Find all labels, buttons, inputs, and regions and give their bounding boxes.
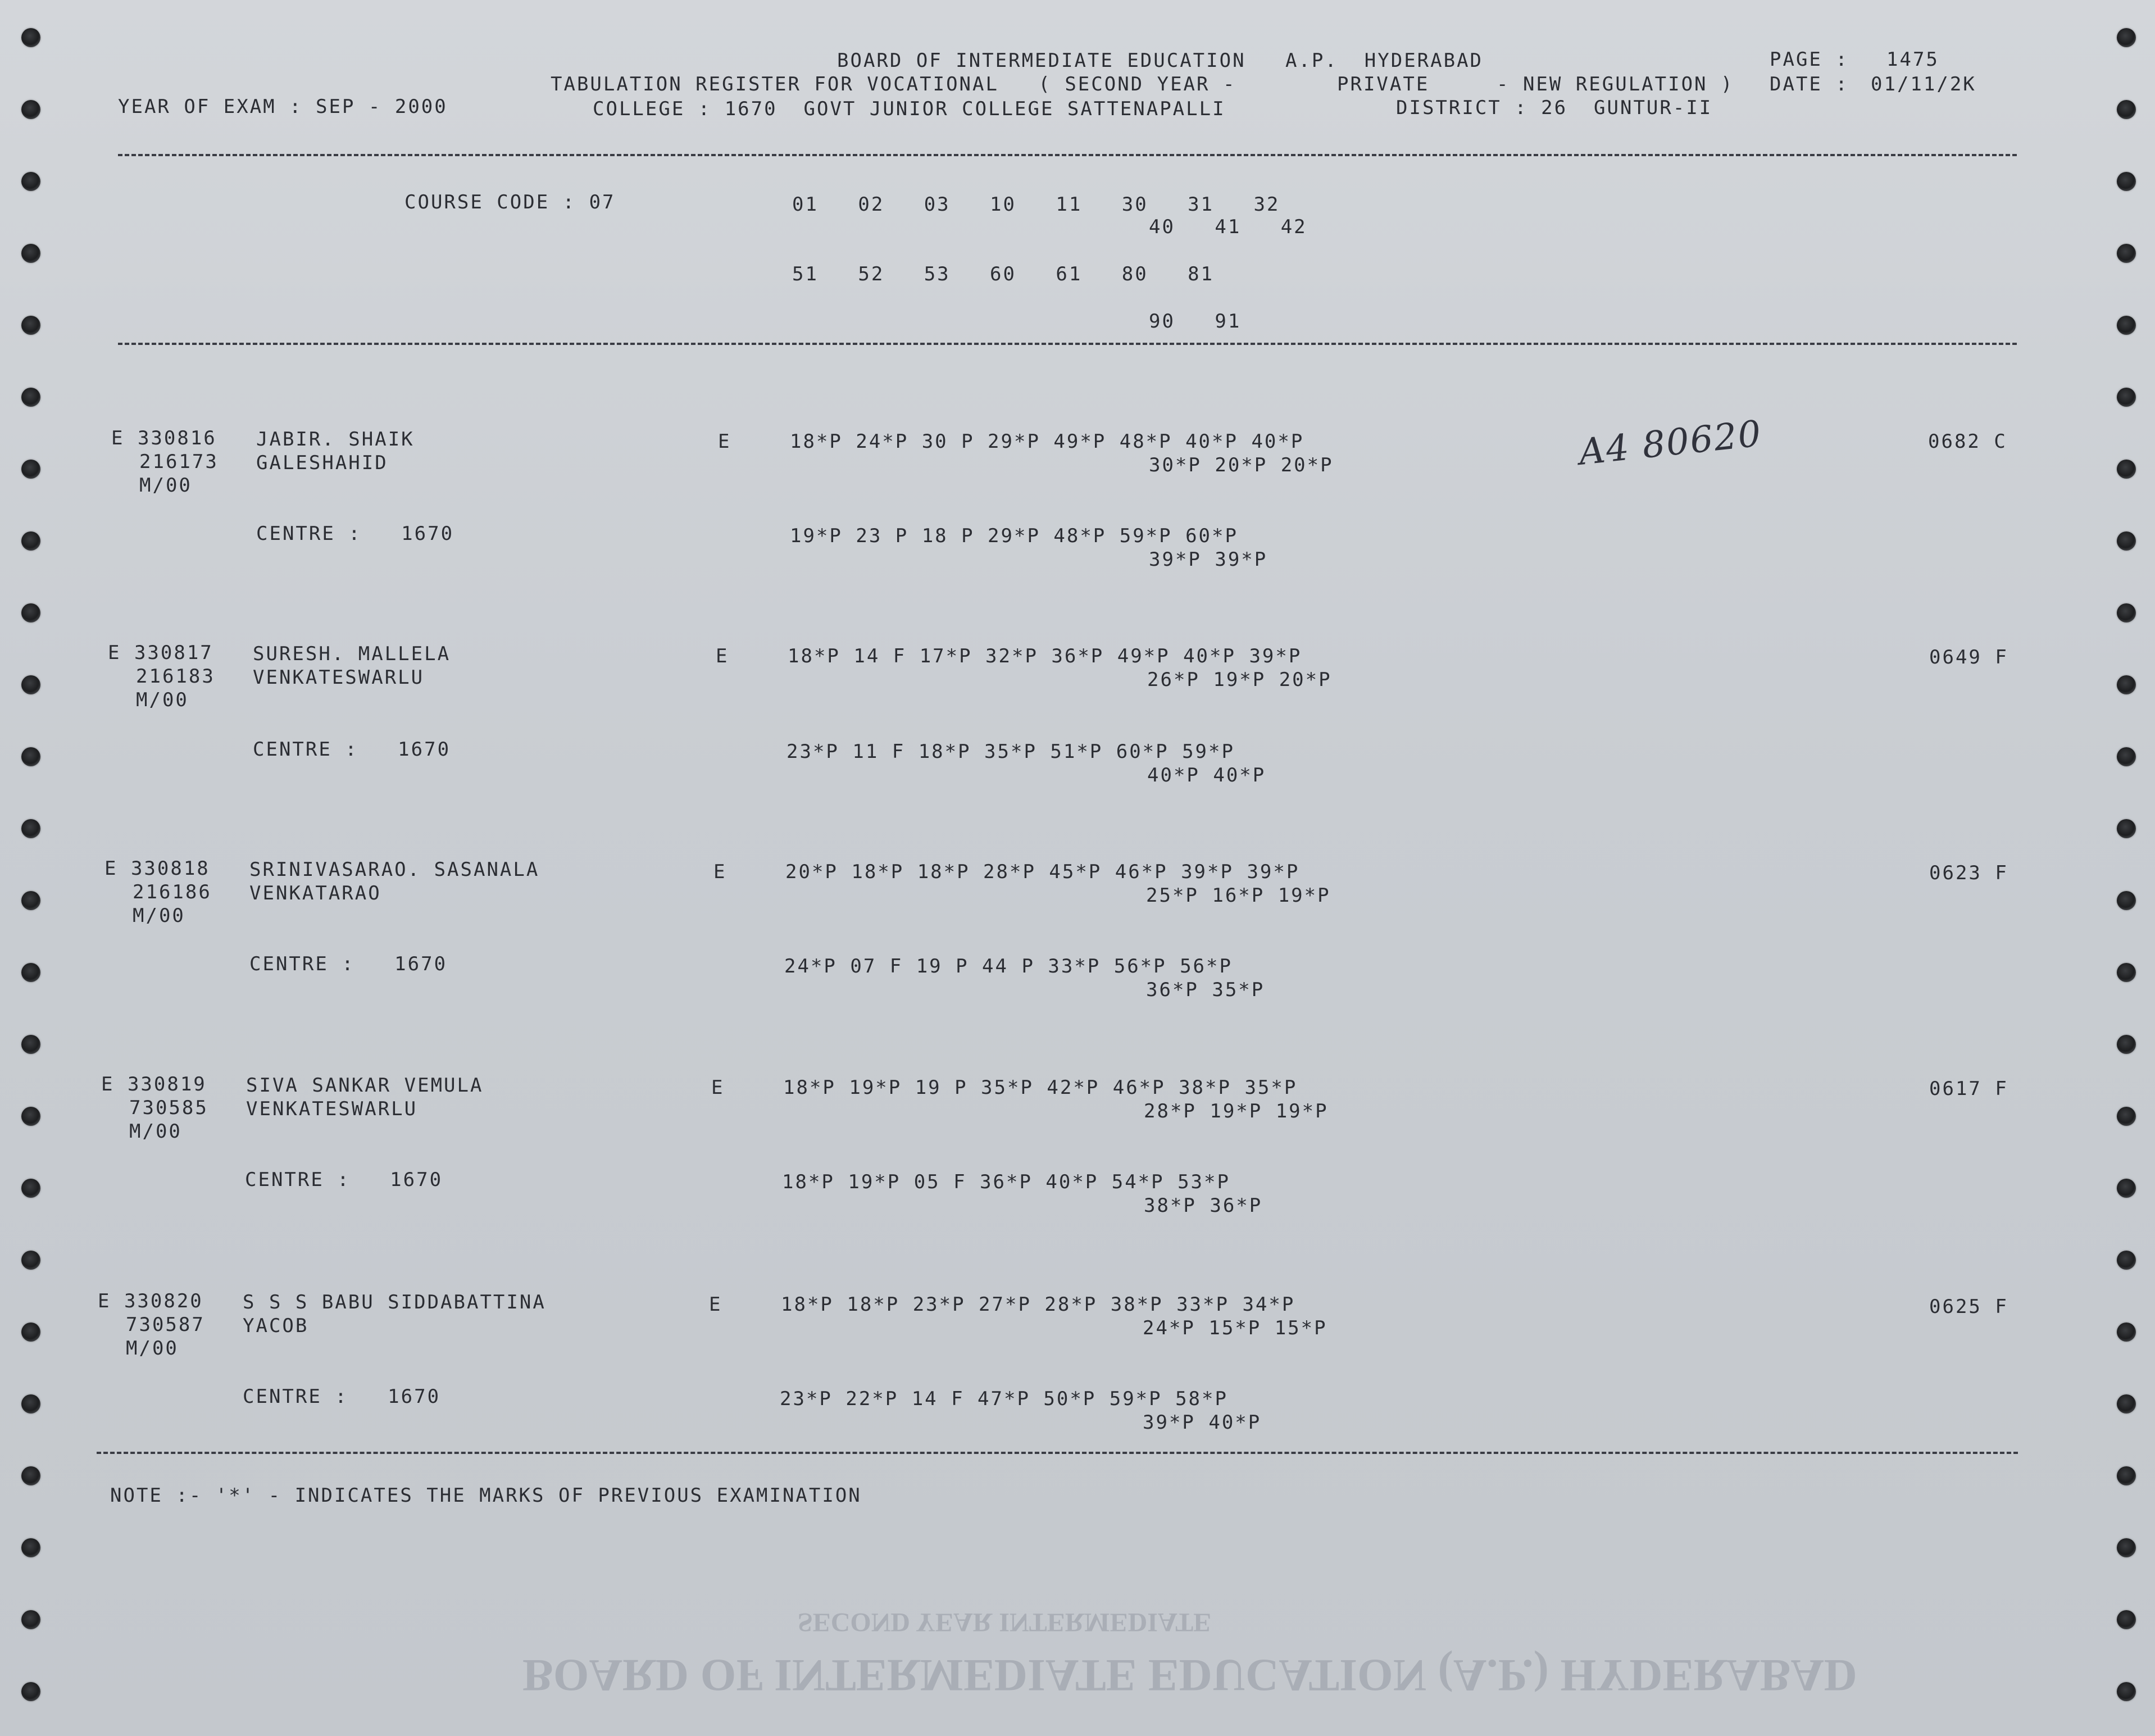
register-title: TABULATION REGISTER FOR VOCATIONAL ( SECOND YEAR - bbox=[551, 73, 1236, 96]
marks-second-year-row-1: 23*P 22*P 14 F 47*P 50*P 59*P 58*P bbox=[780, 1388, 1228, 1410]
tractor-hole bbox=[2117, 531, 2136, 551]
student-category: M/00 bbox=[126, 1337, 179, 1360]
tractor-hole bbox=[21, 1466, 40, 1485]
tractor-hole bbox=[21, 1682, 40, 1701]
tractor-hole bbox=[2117, 819, 2136, 838]
tractor-hole bbox=[21, 28, 40, 47]
tractor-hole bbox=[2117, 1323, 2136, 1342]
tractor-hole bbox=[2117, 1538, 2136, 1557]
student-category: M/00 bbox=[139, 474, 192, 497]
marks-second-year-row-2: 38*P 36*P bbox=[1144, 1194, 1263, 1217]
tractor-hole bbox=[21, 100, 40, 119]
college-info: COLLEGE : 1670 GOVT JUNIOR COLLEGE SATTENAPALLI bbox=[593, 98, 1226, 120]
course-divider bbox=[118, 343, 2017, 345]
marks-first-year-row-2: 26*P 19*P 20*P bbox=[1147, 669, 1332, 691]
student-code: 216186 bbox=[133, 881, 212, 903]
date-value: 01/11/2K bbox=[1871, 73, 1976, 96]
bleed-through-title: BOARD OF INTERMEDIATE EDUCATION (A.P.) HYDERABAD bbox=[522, 1650, 1857, 1701]
father-name: VENKATARAO bbox=[249, 882, 381, 905]
marks-first-year-row-2: 24*P 15*P 15*P bbox=[1143, 1317, 1327, 1339]
total-result: 0623 F bbox=[1929, 862, 2008, 884]
tractor-hole bbox=[2117, 172, 2136, 191]
centre-info: CENTRE : 1670 bbox=[249, 953, 448, 975]
board-title: BOARD OF INTERMEDIATE EDUCATION A.P. HYDERABAD bbox=[837, 49, 1484, 72]
student-name: SRINIVASARAO. SASANALA bbox=[249, 858, 540, 881]
marks-second-year-row-2: 39*P 39*P bbox=[1149, 548, 1268, 571]
student-reg-number: E 330818 bbox=[104, 857, 210, 880]
tractor-hole bbox=[2117, 1610, 2136, 1629]
right-tractor-holes bbox=[2112, 0, 2152, 1736]
father-name: VENKATESWARLU bbox=[246, 1098, 418, 1120]
tractor-hole bbox=[2117, 28, 2136, 47]
marks-first-year-row-1: 18*P 24*P 30 P 29*P 49*P 48*P 40*P 40*P bbox=[790, 430, 1304, 453]
tractor-hole bbox=[21, 819, 40, 838]
marks-first-year-row-1: 18*P 18*P 23*P 27*P 28*P 38*P 33*P 34*P bbox=[781, 1293, 1295, 1316]
student-reg-number: E 330817 bbox=[108, 642, 213, 664]
marks-second-year-row-2: 40*P 40*P bbox=[1147, 764, 1266, 787]
total-result: 0625 F bbox=[1929, 1296, 2008, 1318]
student-reg-number: E 330819 bbox=[101, 1073, 207, 1096]
centre-info: CENTRE : 1670 bbox=[256, 522, 454, 545]
marks-first-year-row-2: 28*P 19*P 19*P bbox=[1144, 1100, 1329, 1123]
marks-first-year-row-1: 18*P 19*P 19 P 35*P 42*P 46*P 38*P 35*P bbox=[783, 1076, 1298, 1099]
left-tractor-holes bbox=[17, 0, 56, 1736]
tractor-hole bbox=[2117, 1251, 2136, 1270]
tractor-hole bbox=[21, 891, 40, 910]
marks-second-year-row-1: 18*P 19*P 05 F 36*P 40*P 54*P 53*P bbox=[782, 1171, 1230, 1193]
tractor-hole bbox=[21, 388, 40, 407]
student-code: 216183 bbox=[136, 665, 215, 688]
tractor-hole bbox=[21, 1035, 40, 1054]
bleed-through-subtitle: SECOND YEAR INTERMEDIATE bbox=[798, 1607, 1212, 1637]
student-code: 730585 bbox=[129, 1097, 208, 1119]
marks-second-year-row-2: 39*P 40*P bbox=[1143, 1411, 1262, 1434]
tractor-hole bbox=[21, 244, 40, 263]
tractor-hole bbox=[2117, 1682, 2136, 1701]
student-name: SIVA SANKAR VEMULA bbox=[246, 1074, 484, 1097]
tractor-hole bbox=[2117, 891, 2136, 910]
tractor-hole bbox=[21, 1179, 40, 1198]
marks-first-year-row-2: 25*P 16*P 19*P bbox=[1146, 884, 1331, 907]
tractor-hole bbox=[2117, 460, 2136, 479]
centre-info: CENTRE : 1670 bbox=[245, 1169, 443, 1191]
tractor-hole bbox=[2117, 1394, 2136, 1414]
father-name: YACOB bbox=[243, 1315, 309, 1337]
tractor-hole bbox=[21, 316, 40, 335]
marks-second-year-row-1: 24*P 07 F 19 P 44 P 33*P 56*P 56*P bbox=[784, 955, 1233, 978]
tractor-hole bbox=[2117, 100, 2136, 119]
header-divider bbox=[118, 154, 2017, 156]
tractor-hole bbox=[2117, 1466, 2136, 1485]
student-category: M/00 bbox=[129, 1120, 182, 1143]
medium: E bbox=[718, 430, 731, 453]
district-info: DISTRICT : 26 GUNTUR-II bbox=[1396, 97, 1713, 119]
course-codes-row-2: 40 41 42 bbox=[1149, 216, 1307, 238]
student-code: 730587 bbox=[126, 1314, 205, 1336]
handwritten-annotation: A4 80620 bbox=[1577, 413, 1764, 474]
date-label: DATE : bbox=[1770, 73, 1849, 96]
total-result: 0617 F bbox=[1929, 1078, 2008, 1100]
course-codes-row-3: 51 52 53 60 61 80 81 bbox=[792, 263, 1215, 285]
total-result: 0682 C bbox=[1928, 430, 2007, 453]
marks-first-year-row-1: 18*P 14 F 17*P 32*P 36*P 49*P 40*P 39*P bbox=[788, 645, 1302, 667]
tractor-hole bbox=[2117, 316, 2136, 335]
tractor-hole bbox=[2117, 388, 2136, 407]
student-reg-number: E 330820 bbox=[98, 1290, 203, 1312]
marks-second-year-row-2: 36*P 35*P bbox=[1146, 979, 1265, 1001]
page-label: PAGE : bbox=[1770, 48, 1849, 71]
tractor-hole bbox=[2117, 963, 2136, 982]
medium: E bbox=[716, 645, 729, 667]
medium: E bbox=[713, 861, 727, 883]
tractor-hole bbox=[21, 1394, 40, 1414]
footer-divider bbox=[97, 1452, 2018, 1454]
tractor-hole bbox=[21, 675, 40, 694]
student-name: JABIR. SHAIK bbox=[256, 428, 415, 451]
student-code: 216173 bbox=[139, 451, 219, 473]
marks-first-year-row-2: 30*P 20*P 20*P bbox=[1149, 454, 1334, 476]
course-codes-row-1: 01 02 03 10 11 30 31 32 bbox=[792, 193, 1280, 216]
total-result: 0649 F bbox=[1929, 646, 2008, 669]
tractor-hole bbox=[21, 1610, 40, 1629]
tractor-hole bbox=[2117, 1035, 2136, 1054]
tractor-hole bbox=[2117, 603, 2136, 622]
course-codes-row-4: 90 91 bbox=[1149, 310, 1242, 333]
footnote: NOTE :- '*' - INDICATES THE MARKS OF PREVIOUS EXAMINATION bbox=[110, 1484, 862, 1507]
tractor-hole bbox=[21, 1538, 40, 1557]
page-number: 1475 bbox=[1886, 48, 1939, 71]
student-category: M/00 bbox=[133, 905, 185, 927]
marks-second-year-row-1: 19*P 23 P 18 P 29*P 48*P 59*P 60*P bbox=[790, 525, 1238, 547]
medium: E bbox=[709, 1293, 722, 1316]
student-category: M/00 bbox=[136, 689, 189, 711]
tractor-hole bbox=[21, 963, 40, 982]
tractor-hole bbox=[21, 747, 40, 766]
centre-info: CENTRE : 1670 bbox=[253, 738, 451, 761]
tractor-hole bbox=[21, 531, 40, 551]
tractor-hole bbox=[2117, 747, 2136, 766]
student-reg-number: E 330816 bbox=[111, 427, 217, 449]
father-name: GALESHAHID bbox=[256, 452, 388, 474]
regulation-label: - NEW REGULATION ) bbox=[1497, 73, 1734, 96]
course-code-label: COURSE CODE : 07 bbox=[404, 191, 616, 213]
student-name: SURESH. MALLELA bbox=[253, 643, 451, 665]
marks-first-year-row-1: 20*P 18*P 18*P 28*P 45*P 46*P 39*P 39*P bbox=[785, 861, 1300, 883]
year-of-exam: YEAR OF EXAM : SEP - 2000 bbox=[118, 96, 448, 118]
tractor-hole bbox=[21, 1251, 40, 1270]
tractor-hole bbox=[21, 603, 40, 622]
tractor-hole bbox=[21, 1107, 40, 1126]
father-name: VENKATESWARLU bbox=[253, 666, 425, 689]
tractor-hole bbox=[2117, 1107, 2136, 1126]
tractor-hole bbox=[21, 172, 40, 191]
tractor-hole bbox=[2117, 244, 2136, 263]
medium: E bbox=[711, 1076, 725, 1099]
tractor-hole bbox=[21, 1323, 40, 1342]
tractor-hole bbox=[2117, 675, 2136, 694]
tractor-hole bbox=[2117, 1179, 2136, 1198]
tractor-hole bbox=[21, 460, 40, 479]
student-name: S S S BABU SIDDABATTINA bbox=[243, 1291, 546, 1314]
marks-second-year-row-1: 23*P 11 F 18*P 35*P 51*P 60*P 59*P bbox=[786, 740, 1235, 763]
private-label: PRIVATE bbox=[1337, 73, 1430, 96]
centre-info: CENTRE : 1670 bbox=[243, 1385, 441, 1408]
